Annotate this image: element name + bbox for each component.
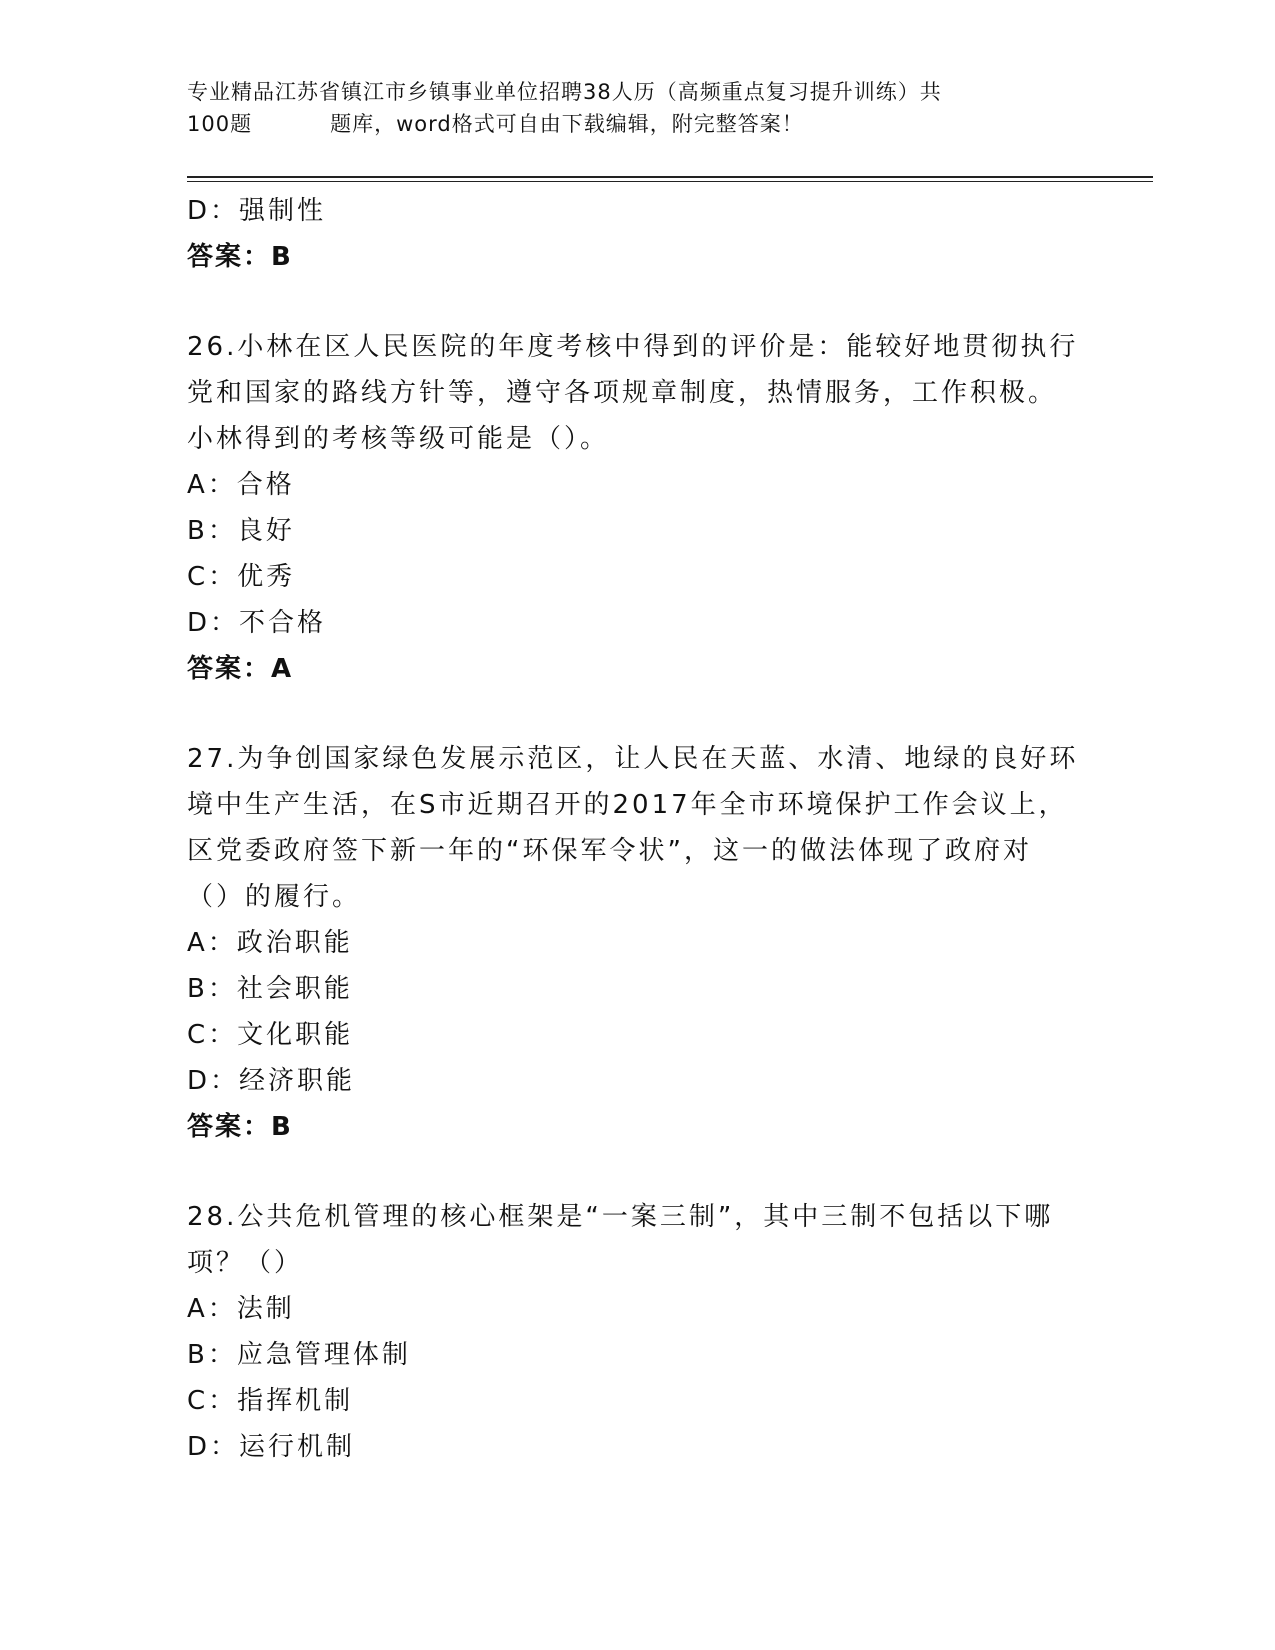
header-line-1: 专业精品江苏省镇江市乡镇事业单位招聘38人历（高频重点复习提升训练）共: [187, 80, 942, 104]
header-divider-thick: [187, 176, 1153, 178]
question-text-line: 境中生产生活，在S市近期召开的2017年全市环境保护工作会议上，: [187, 790, 1068, 820]
question-text-line: 小林得到的考核等级可能是（）。: [187, 424, 610, 454]
option-a: A：合格: [187, 470, 295, 500]
option-d: D：不合格: [187, 608, 327, 638]
question-text-line: 28.公共危机管理的核心框架是“一案三制”，其中三制不包括以下哪: [187, 1202, 1054, 1232]
question-27: [187, 736, 1087, 1150]
page-header: [187, 76, 1087, 140]
option-d: D：经济职能: [187, 1066, 356, 1096]
option-c: C：优秀: [187, 562, 296, 592]
question-text-line: 区党委政府签下新一年的“环保军令状”，这一的做法体现了政府对: [187, 836, 1032, 866]
option-b: B：社会职能: [187, 974, 353, 1004]
answer: 答案：B: [187, 1112, 293, 1142]
question-content: [187, 188, 1087, 1470]
option-b: B：应急管理体制: [187, 1340, 411, 1370]
question-text-line: 党和国家的路线方针等，遵守各项规章制度，热情服务，工作积极。: [187, 378, 1058, 408]
question-text-line: 项？（）: [187, 1248, 304, 1278]
header-line-2: [187, 108, 1087, 140]
option-a: A：法制: [187, 1294, 295, 1324]
question-26: [187, 324, 1087, 692]
header-divider-thin: [187, 181, 1153, 182]
option-b: B：良好: [187, 516, 295, 546]
question-text-line: （）的履行。: [187, 882, 362, 912]
question-28: [187, 1194, 1087, 1470]
answer: 答案：A: [187, 654, 294, 684]
option-d: D：运行机制: [187, 1432, 356, 1462]
option-c: C：指挥机制: [187, 1386, 354, 1416]
header-description: 题库，word格式可自由下载编辑，附完整答案！: [330, 112, 804, 136]
prev-answer: 答案：B: [187, 242, 293, 272]
question-text-line: 27.为争创国家绿色发展示范区，让人民在天蓝、水清、地绿的良好环: [187, 744, 1079, 774]
prev-option-d: D：强制性: [187, 196, 327, 226]
option-c: C：文化职能: [187, 1020, 354, 1050]
question-text-line: 26.小林在区人民医院的年度考核中得到的评价是：能较好地贯彻执行: [187, 332, 1079, 362]
header-count: 100题: [187, 112, 253, 136]
option-a: A：政治职能: [187, 928, 353, 958]
